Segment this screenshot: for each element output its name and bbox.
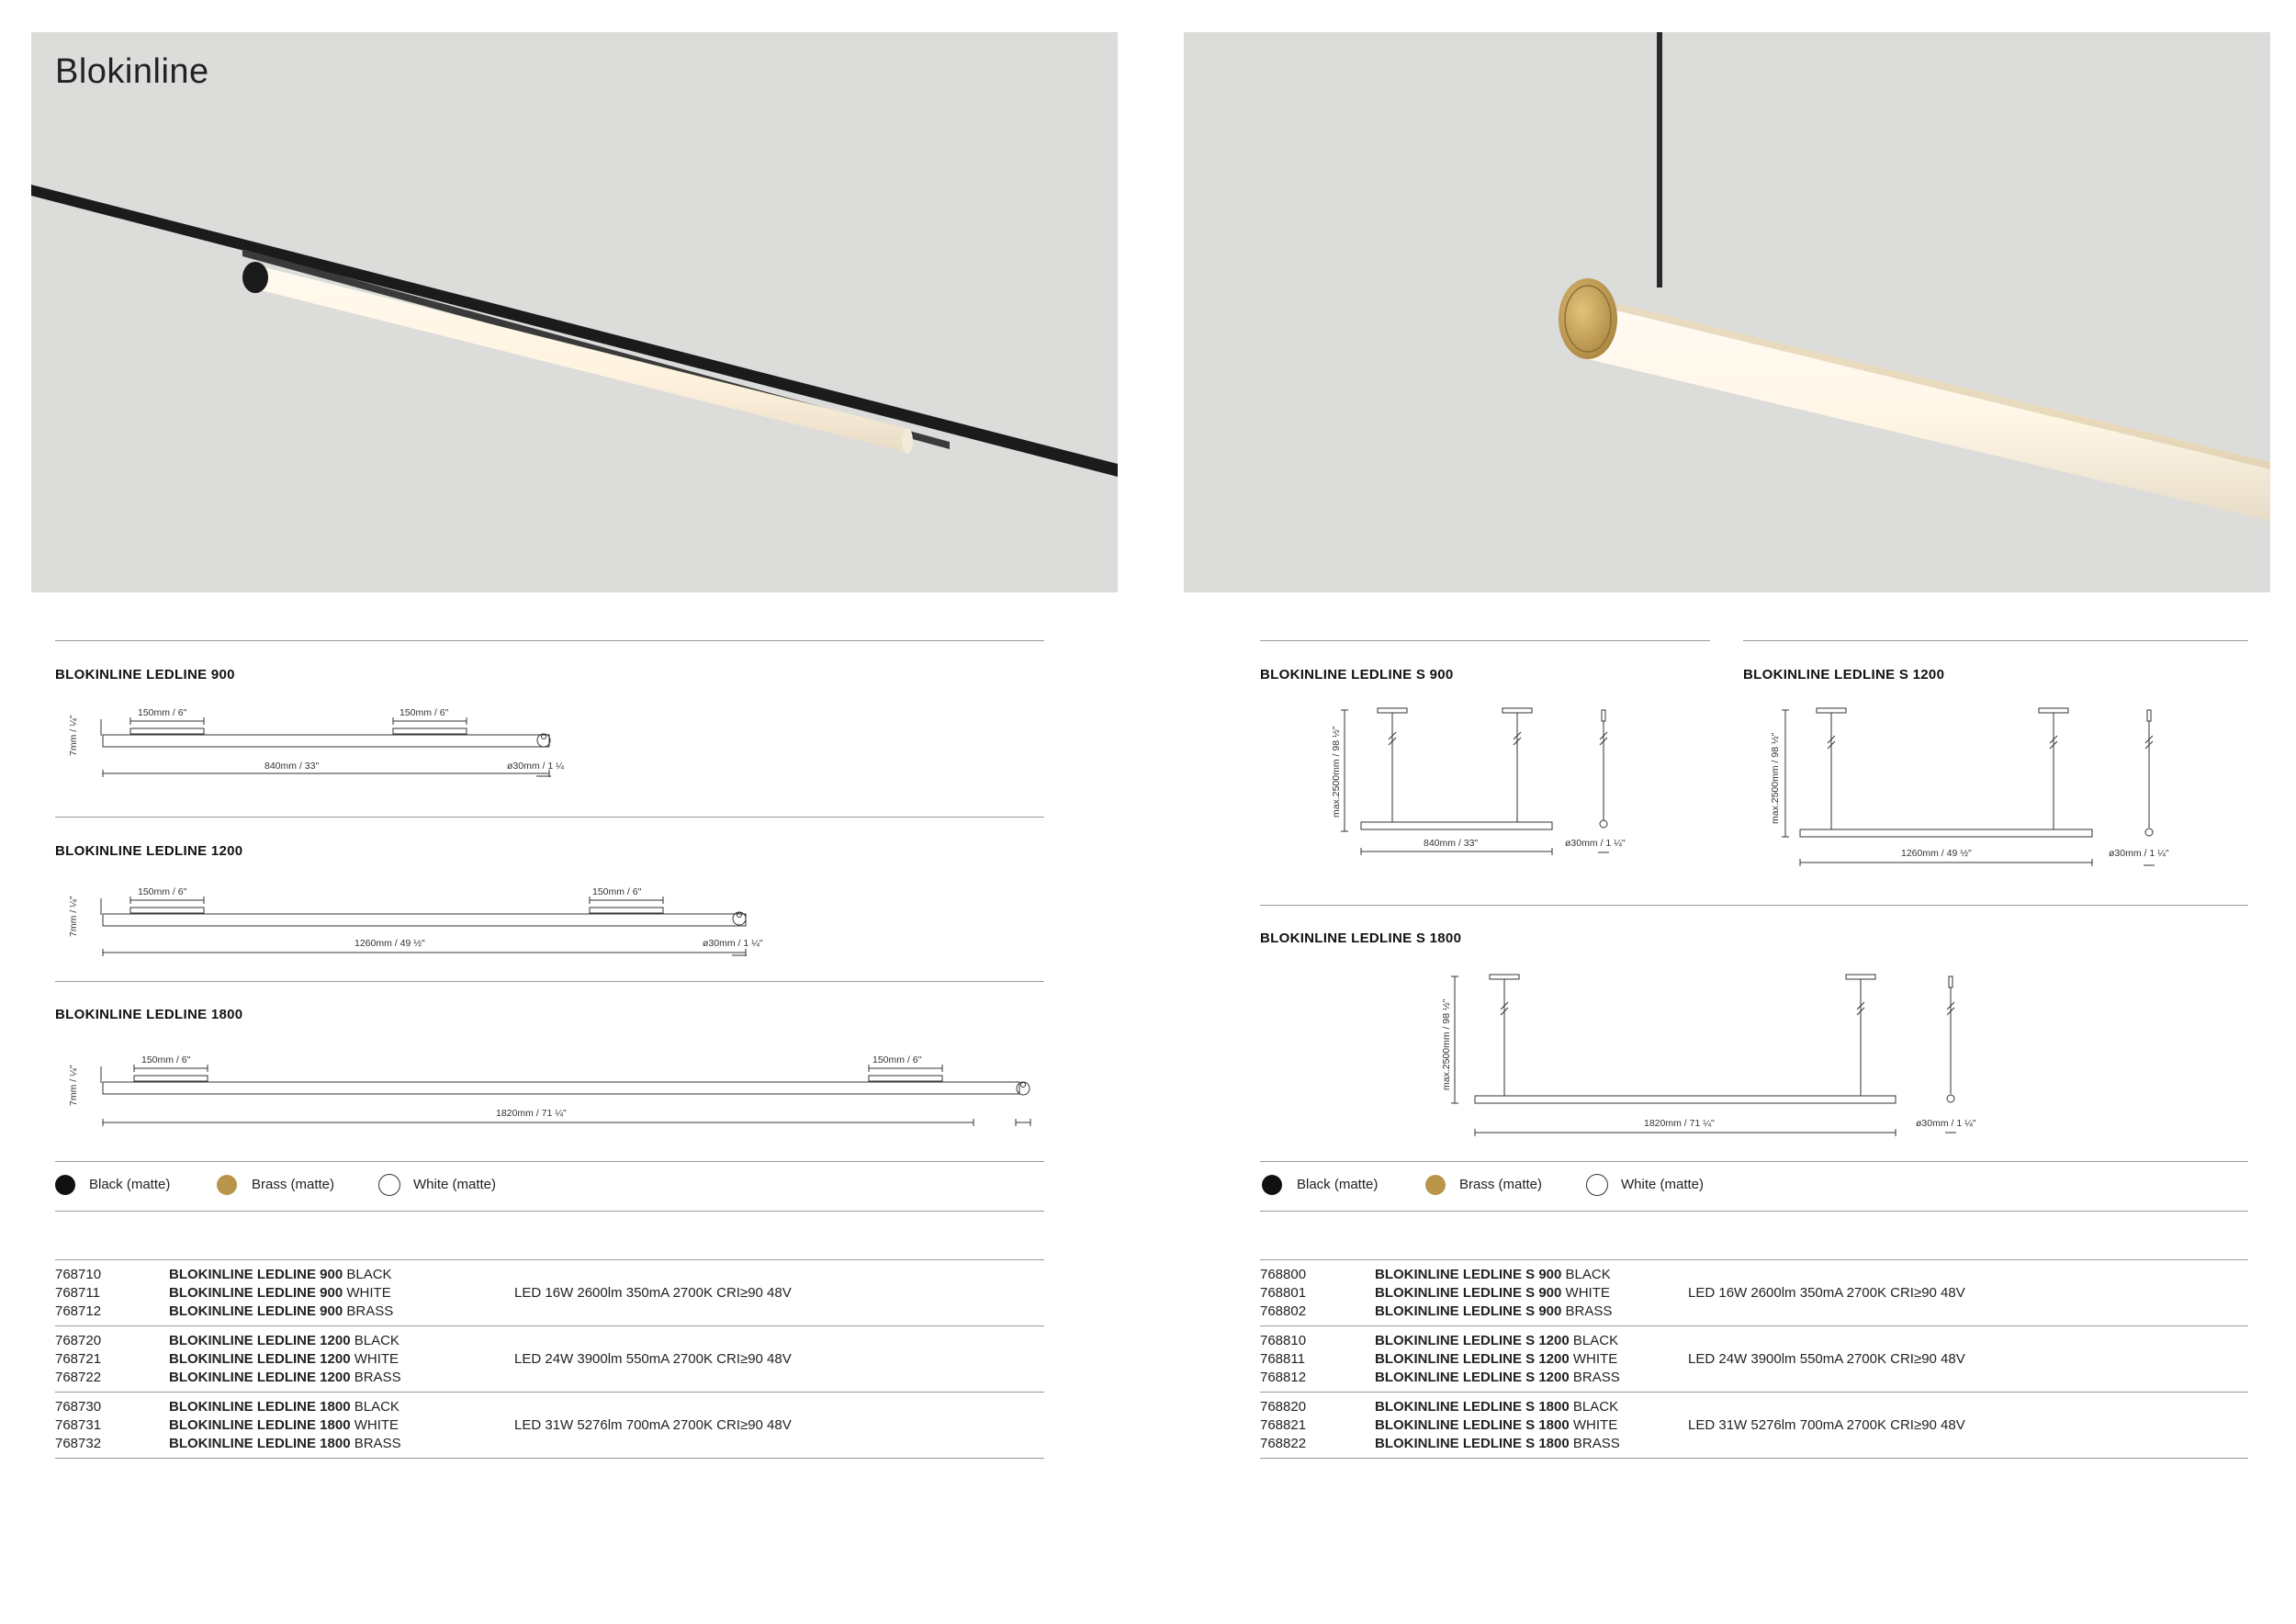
product-photo-track (31, 32, 1118, 592)
height-dim: max.2500mm / 98 ½" (1441, 998, 1452, 1090)
product-code: 768710 (55, 1267, 102, 1282)
product-name: BLOKINLINE LEDLINE S 900 (1375, 1267, 1562, 1282)
diameter-dim: ø30mm / 1 ¼ (507, 761, 564, 772)
product-code: 768810 (1260, 1333, 1307, 1348)
product-spec: LED 16W 2600lm 350mA 2700K CRI≥90 48V (1688, 1285, 1965, 1301)
finish-label-brass: Brass (matte) (252, 1177, 335, 1192)
section-title-ledline-1200: BLOKINLINE LEDLINE 1200 (55, 843, 243, 859)
divider (1260, 640, 1710, 641)
product-code: 768822 (1260, 1436, 1307, 1451)
table-rule (1260, 1392, 2248, 1393)
section-title-ledline-s-1200: BLOKINLINE LEDLINE S 1200 (1743, 667, 1945, 682)
product-code: 768730 (55, 1399, 102, 1415)
brass-end-cap (1559, 278, 1617, 359)
suspension-rod (1657, 32, 1662, 288)
divider (1260, 1161, 2248, 1162)
track-light-illustration (31, 32, 1118, 592)
mount-dim-a: 150mm / 6" (141, 1054, 191, 1066)
mount-dim-a: 150mm / 6" (138, 707, 187, 718)
mount-dim-b: 150mm / 6" (400, 707, 449, 718)
table-rule (1260, 1259, 2248, 1260)
product-finish: BLACK (1572, 1333, 1619, 1348)
finish-label-black: Black (matte) (89, 1177, 171, 1192)
height-dim: 7mm / ¼" (68, 1065, 79, 1106)
product-spec: LED 24W 3900lm 550mA 2700K CRI≥90 48V (1688, 1351, 1965, 1367)
product-names (169, 1266, 393, 1321)
product-finish: WHITE (1572, 1351, 1618, 1367)
product-name: BLOKINLINE LEDLINE S 1800 (1375, 1399, 1570, 1415)
diameter-dim: ø30mm / 1 ¼" (1916, 1118, 1976, 1129)
table-row (55, 1266, 101, 1321)
product-code: 768821 (1260, 1417, 1307, 1433)
length-dim: 1260mm / 49 ½" (355, 938, 425, 949)
divider (1260, 1211, 2248, 1212)
product-finish: BRASS (1572, 1370, 1620, 1385)
product-finish: BLACK (354, 1399, 400, 1415)
product-names (169, 1332, 401, 1387)
product-code: 768721 (55, 1351, 102, 1367)
product-finish: BRASS (346, 1303, 394, 1319)
product-name: BLOKINLINE LEDLINE S 900 (1375, 1303, 1562, 1319)
divider (55, 817, 1044, 818)
length-dim: 1820mm / 71 ¼" (496, 1108, 567, 1119)
table-row (55, 1398, 101, 1453)
mount-dim-b: 150mm / 6" (592, 886, 642, 897)
product-name: BLOKINLINE LEDLINE 1200 (169, 1370, 351, 1385)
length-dim: 840mm / 33" (264, 761, 320, 772)
mount-dim-a: 150mm / 6" (138, 886, 187, 897)
product-finish: BLACK (354, 1333, 400, 1348)
divider (1743, 640, 2248, 641)
product-spec: LED 31W 5276lm 700mA 2700K CRI≥90 48V (1688, 1417, 1965, 1433)
product-name: BLOKINLINE LEDLINE S 1800 (1375, 1436, 1570, 1451)
product-name: BLOKINLINE LEDLINE S 1200 (1375, 1370, 1570, 1385)
product-code: 768720 (55, 1333, 102, 1348)
product-name: BLOKINLINE LEDLINE 900 (169, 1267, 343, 1282)
product-code: 768712 (55, 1303, 102, 1319)
length-dim: 1260mm / 49 ½" (1901, 848, 1972, 859)
led-tube (250, 264, 909, 453)
product-code: 768732 (55, 1436, 102, 1451)
section-title-ledline-900: BLOKINLINE LEDLINE 900 (55, 667, 235, 682)
product-names (1375, 1398, 1620, 1453)
led-tube (1588, 299, 2270, 521)
diameter-dim: ø30mm / 1 ¼" (2109, 848, 2169, 859)
length-dim: 1820mm / 71 ¼" (1644, 1118, 1715, 1129)
finish-swatch-white (378, 1174, 400, 1196)
table-rule (55, 1392, 1044, 1393)
product-name: BLOKINLINE LEDLINE 900 (169, 1285, 343, 1301)
table-row (1260, 1398, 1306, 1453)
product-code: 768800 (1260, 1267, 1307, 1282)
finish-swatch-brass (217, 1175, 237, 1195)
product-names (1375, 1266, 1612, 1321)
product-code: 768711 (55, 1285, 100, 1301)
track-rail (31, 185, 1118, 477)
product-name: BLOKINLINE LEDLINE 1200 (169, 1351, 351, 1367)
table-row (55, 1332, 101, 1387)
height-dim: max.2500mm / 98 ½" (1331, 726, 1342, 818)
length-dim: 840mm / 33" (1424, 838, 1479, 849)
table-rule (1260, 1325, 2248, 1326)
page-title: Blokinline (55, 52, 209, 91)
product-code: 768731 (55, 1417, 102, 1433)
product-finish: BRASS (354, 1370, 401, 1385)
product-name: BLOKINLINE LEDLINE S 1200 (1375, 1351, 1570, 1367)
product-code: 768812 (1260, 1370, 1307, 1385)
divider (55, 1211, 1044, 1212)
product-finish: BRASS (1572, 1436, 1620, 1451)
finish-label-white: White (matte) (413, 1177, 497, 1192)
product-code: 768801 (1260, 1285, 1307, 1301)
product-finish: WHITE (354, 1417, 400, 1433)
product-code: 768722 (55, 1370, 102, 1385)
divider (1260, 905, 2248, 906)
product-names (1375, 1332, 1620, 1387)
product-code: 768802 (1260, 1303, 1307, 1319)
product-finish: WHITE (1565, 1285, 1610, 1301)
diameter-dim: ø30mm / 1 ¼" (1565, 838, 1626, 849)
product-name: BLOKINLINE LEDLINE S 1200 (1375, 1333, 1570, 1348)
product-finish: WHITE (346, 1285, 391, 1301)
finish-swatch-black (1262, 1175, 1282, 1195)
product-name: BLOKINLINE LEDLINE 1800 (169, 1399, 351, 1415)
product-spec: LED 16W 2600lm 350mA 2700K CRI≥90 48V (514, 1285, 792, 1301)
product-name: BLOKINLINE LEDLINE S 900 (1375, 1285, 1562, 1301)
diameter-dim: ø30mm / 1 ¼" (703, 938, 763, 949)
finish-swatch-black (55, 1175, 75, 1195)
product-finish: BRASS (354, 1436, 401, 1451)
product-finish: BLACK (1572, 1399, 1619, 1415)
table-rule (55, 1458, 1044, 1459)
tube-end-cap (242, 262, 268, 293)
height-dim: 7mm / ¼" (68, 896, 79, 937)
product-finish: BLACK (346, 1267, 392, 1282)
finish-label-white: White (matte) (1621, 1177, 1705, 1192)
product-finish: WHITE (1572, 1417, 1618, 1433)
product-name: BLOKINLINE LEDLINE S 1800 (1375, 1417, 1570, 1433)
section-title-ledline-1800: BLOKINLINE LEDLINE 1800 (55, 1007, 243, 1022)
table-row (1260, 1266, 1306, 1321)
height-dim: max.2500mm / 98 ½" (1770, 732, 1781, 824)
product-spec: LED 24W 3900lm 550mA 2700K CRI≥90 48V (514, 1351, 792, 1367)
divider (55, 981, 1044, 982)
divider (55, 1161, 1044, 1162)
product-name: BLOKINLINE LEDLINE 1800 (169, 1436, 351, 1451)
table-rule (1260, 1458, 2248, 1459)
product-names (169, 1398, 401, 1453)
product-finish: BLACK (1565, 1267, 1611, 1282)
finish-swatch-white (1586, 1174, 1608, 1196)
section-title-ledline-s-900: BLOKINLINE LEDLINE S 900 (1260, 667, 1454, 682)
suspended-light-illustration (1184, 32, 2270, 592)
height-dim: 7mm / ¼" (68, 715, 79, 756)
table-row (1260, 1332, 1306, 1387)
product-spec: LED 31W 5276lm 700mA 2700K CRI≥90 48V (514, 1417, 792, 1433)
product-name: BLOKINLINE LEDLINE 900 (169, 1303, 343, 1319)
finish-label-brass: Brass (matte) (1459, 1177, 1543, 1192)
table-rule (55, 1325, 1044, 1326)
section-title-ledline-s-1800: BLOKINLINE LEDLINE S 1800 (1260, 930, 1462, 946)
product-code: 768811 (1260, 1351, 1305, 1367)
table-rule (55, 1259, 1044, 1260)
finish-swatch-brass (1425, 1175, 1446, 1195)
product-code: 768820 (1260, 1399, 1307, 1415)
product-name: BLOKINLINE LEDLINE 1200 (169, 1333, 351, 1348)
finish-label-black: Black (matte) (1297, 1177, 1379, 1192)
product-finish: WHITE (354, 1351, 400, 1367)
product-finish: BRASS (1565, 1303, 1613, 1319)
product-name: BLOKINLINE LEDLINE 1800 (169, 1417, 351, 1433)
product-photo-suspended (1184, 32, 2270, 592)
divider (55, 640, 1044, 641)
mount-dim-b: 150mm / 6" (872, 1054, 922, 1066)
